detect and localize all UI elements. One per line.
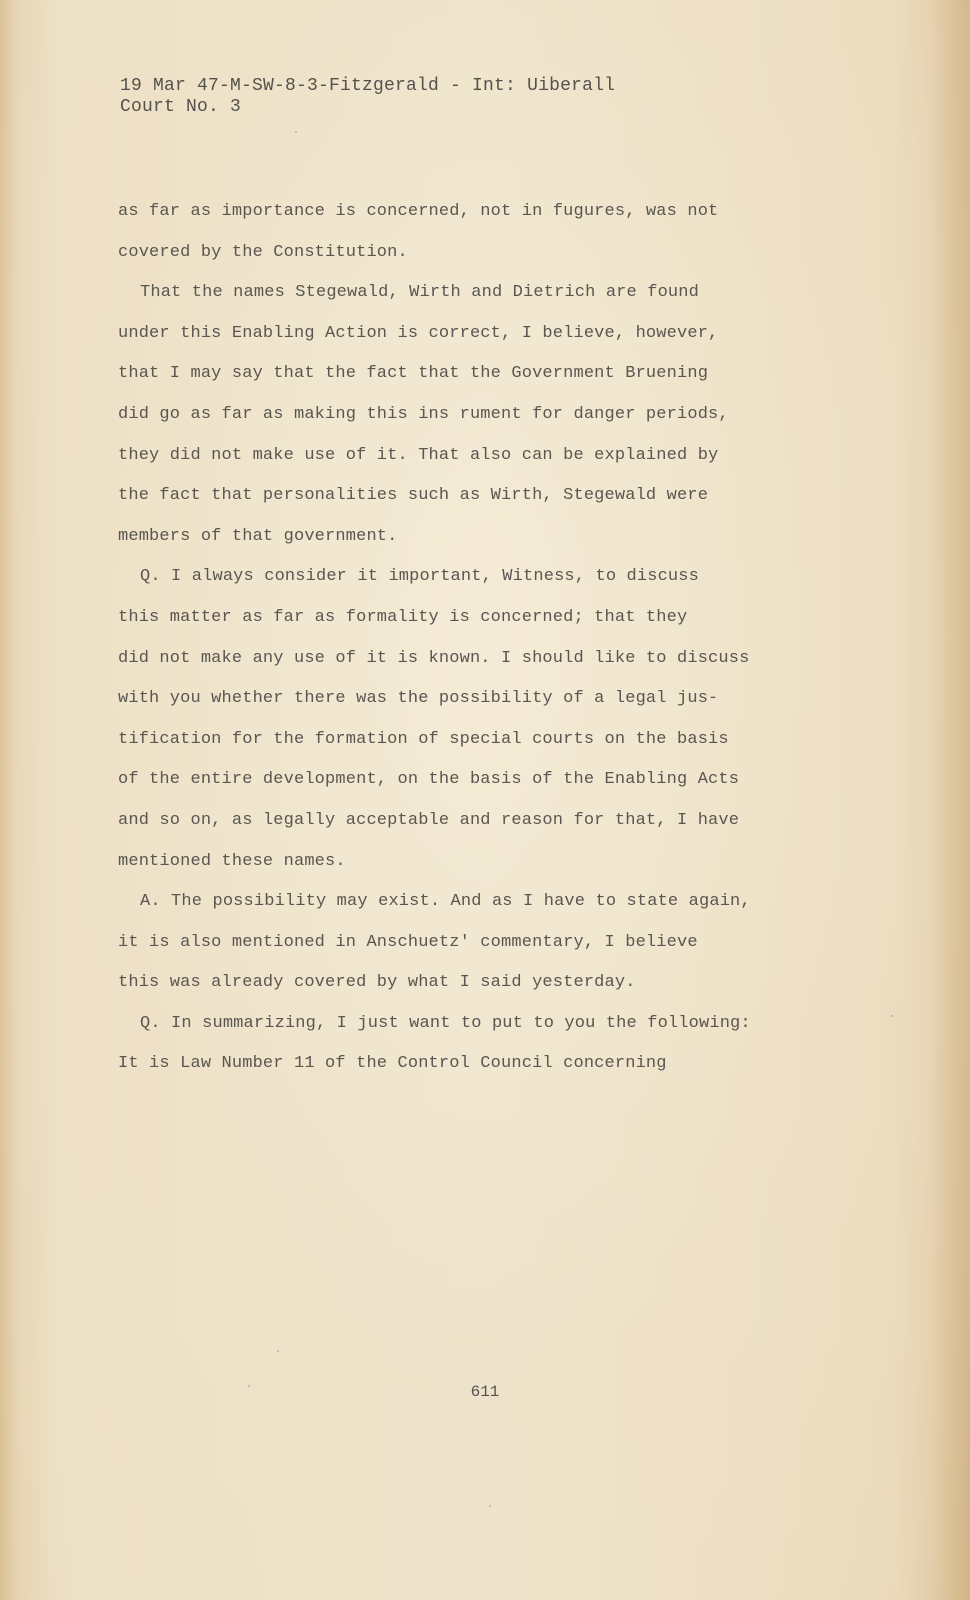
text-line: under this Enabling Action is correct, I believe, however,: [118, 323, 719, 343]
paper-speck: [489, 1505, 491, 1507]
text-line: did not make any use of it is known. I should like to discuss: [118, 648, 750, 668]
text-line: mentioned these names.: [118, 851, 346, 871]
text-line: did go as far as making this ins rument for danger periods,: [118, 404, 729, 424]
text-line: Q. In summarizing, I just want to put to you the following:: [140, 1013, 751, 1033]
paper-edge-right: [930, 0, 970, 1600]
text-line: Q. I always consider it important, Witness, to discuss: [140, 567, 699, 587]
text-line: the fact that personalities such as Wirth, Stegewald were: [118, 486, 709, 506]
paper-edge-left: [0, 0, 18, 1600]
page-header: [120, 76, 615, 118]
page-number: 611: [470, 1383, 500, 1401]
text-line: they did not make use of it. That also can be explained by: [118, 445, 719, 465]
text-line: it is also mentioned in Anschuetz' commentary, I believe: [118, 932, 698, 952]
text-line: that I may say that the fact that the Government Bruening: [118, 364, 709, 384]
text-line: this was already covered by what I said yesterday.: [118, 973, 636, 993]
text-line: It is Law Number 11 of the Control Council concerning: [118, 1054, 667, 1074]
paper-speck: [295, 131, 297, 133]
paper-speck: [248, 1385, 250, 1387]
text-line: with you whether there was the possibility of a legal jus-: [118, 689, 719, 709]
text-line: and so on, as legally acceptable and reason for that, I have: [118, 810, 740, 830]
text-line: tification for the formation of special courts on the basis: [118, 729, 729, 749]
text-line: as far as importance is concerned, not in fugures, was not: [118, 202, 719, 221]
text-line: A. The possibility may exist. And as I have to state again,: [140, 892, 751, 912]
paper-speck: [277, 1350, 279, 1352]
text-line: members of that government.: [118, 526, 398, 546]
text-line: covered by the Constitution.: [118, 242, 408, 262]
header-court-line: Court No. 3: [120, 97, 242, 117]
transcript-body: [118, 198, 878, 1091]
text-line: That the names Stegewald, Wirth and Dietrich are found: [140, 283, 699, 303]
text-line: of the entire development, on the basis of the Enabling Acts: [118, 770, 740, 790]
text-line: this matter as far as formality is concerned; that they: [118, 607, 688, 627]
paper-speck: [891, 1015, 893, 1017]
header-case-line: 19 Mar 47-M-SW-8-3-Fitzgerald - Int: Uiberall: [120, 76, 616, 96]
